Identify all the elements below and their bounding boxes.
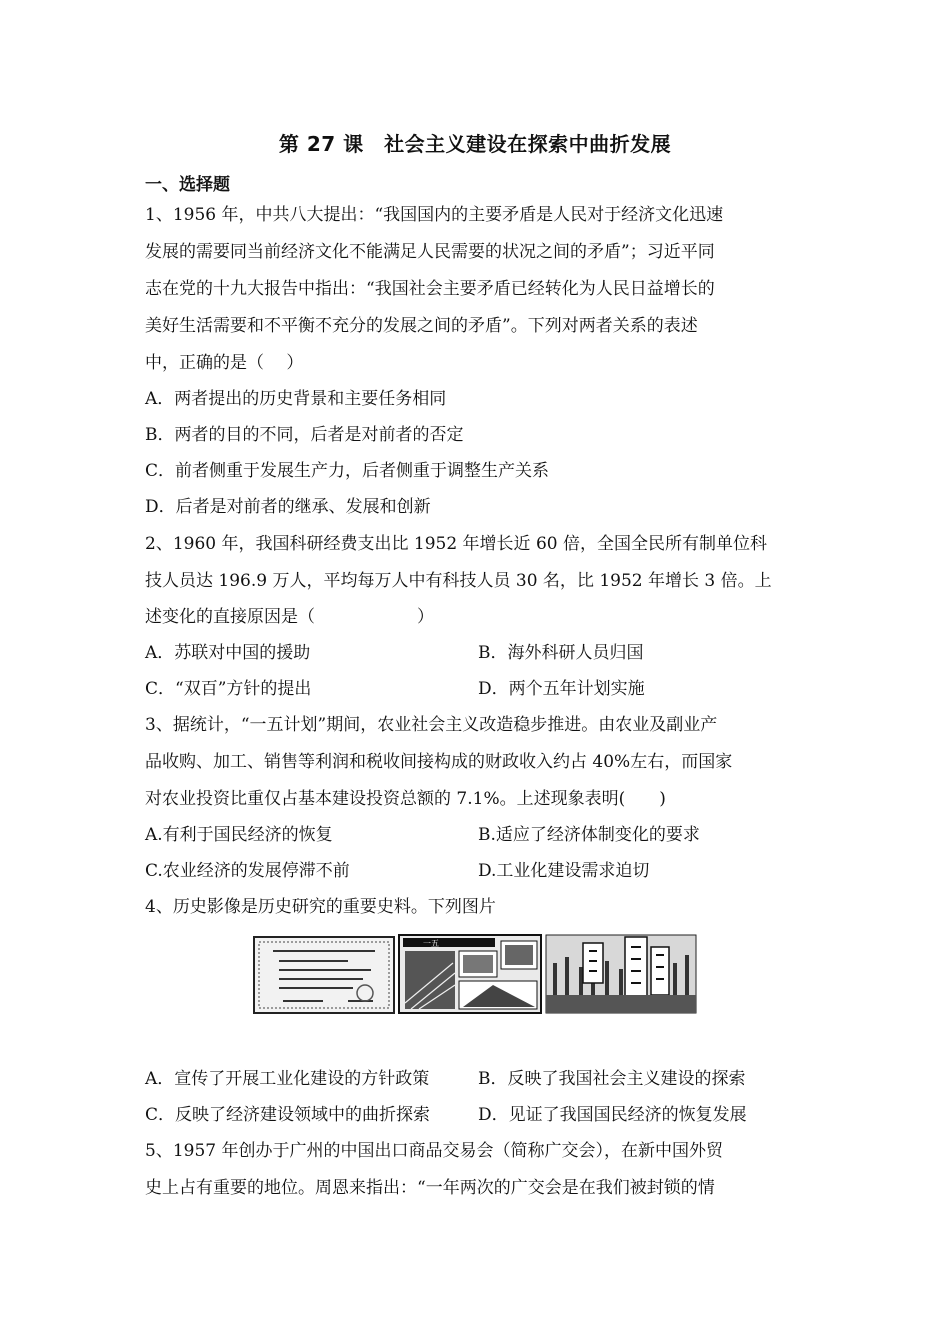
- question-3-option-d: D.工业化建设需求迫切: [478, 861, 650, 881]
- poster-caption: 一五: [423, 939, 439, 948]
- historical-images-figure: [253, 933, 697, 1015]
- question-1-option-d: D．后者是对前者的继承、发展和创新: [145, 497, 431, 517]
- question-2-option-a: A．苏联对中国的援助: [145, 643, 311, 663]
- poster-image: [399, 935, 541, 1013]
- question-4-option-d: D．见证了我国国民经济的恢复发展: [478, 1105, 747, 1125]
- question-3-option-c: C.农业经济的发展停滞不前: [145, 861, 350, 881]
- question-1-option-a: A．两者提出的历史背景和主要任务相同: [145, 389, 447, 409]
- page-title: 第 27 课 社会主义建设在探索中曲折发展: [278, 132, 672, 156]
- question-3-line: 品收购、加工、销售等利润和税收间接构成的财政收入约占 40%左右，而国家: [145, 752, 733, 772]
- question-3-line: 3、据统计，“一五计划”期间，农业社会主义改造稳步推进。由农业及副业产: [145, 715, 718, 735]
- question-1-option-c: C．前者侧重于发展生产力，后者侧重于调整生产关系: [145, 461, 550, 481]
- question-1-line: 中，正确的是（ ）: [145, 353, 304, 373]
- question-1-line: 发展的需要同当前经济文化不能满足人民需要的状况之间的矛盾”；习近平同: [145, 242, 715, 262]
- question-1-option-b: B．两者的目的不同，后者是对前者的否定: [145, 425, 464, 445]
- question-4-option-b: B．反映了我国社会主义建设的探索: [478, 1069, 746, 1089]
- question-2-option-b: B．海外科研人员归国: [478, 643, 644, 663]
- question-5-line: 5、1957 年创办于广州的中国出口商品交易会（简称广交会），在新中国外贸: [145, 1141, 723, 1161]
- question-5-line: 史上占有重要的地位。周恩来指出：“一年两次的广交会是在我们被封锁的情: [145, 1178, 715, 1198]
- question-4-line: 4、历史影像是历史研究的重要史料。下列图片: [145, 897, 496, 917]
- question-4-option-c: C．反映了经济建设领域中的曲折探索: [145, 1105, 431, 1125]
- question-2-line: 技人员达 196.9 万人，平均每万人中有科技人员 30 名，比 1952 年增长 3 倍。上: [145, 571, 772, 591]
- question-3-option-a: A.有利于国民经济的恢复: [145, 825, 333, 845]
- question-1-line: 1、1956 年，中共八大提出：“我国国内的主要矛盾是人民对于经济文化迅速: [145, 205, 724, 225]
- question-2-line: 2、1960 年，我国科研经费支出比 1952 年增长近 60 倍，全国全民所有制单位科: [145, 534, 767, 554]
- certificate-image: [254, 937, 394, 1013]
- question-4-option-a: A．宣传了开展工业化建设的方针政策: [145, 1069, 430, 1089]
- question-3-option-b: B.适应了经济体制变化的要求: [478, 825, 700, 845]
- question-3-line: 对农业投资比重仅占基本建设投资总额的 7.1%。上述现象表明( ): [145, 789, 666, 809]
- question-2-option-d: D．两个五年计划实施: [478, 679, 645, 699]
- question-1-line: 美好生活需要和不平衡不充分的发展之间的矛盾”。下列对两者关系的表述: [145, 316, 698, 336]
- question-2-option-c: C．“双百”方针的提出: [145, 679, 312, 699]
- question-1-line: 志在党的十九大报告中指出：“我国社会主要矛盾已经转化为人民日益增长的: [145, 279, 715, 299]
- section-heading: 一、选择题: [145, 175, 230, 195]
- crowd-banner-image: [546, 935, 696, 1013]
- question-2-line: 述变化的直接原因是（ ）: [145, 607, 434, 627]
